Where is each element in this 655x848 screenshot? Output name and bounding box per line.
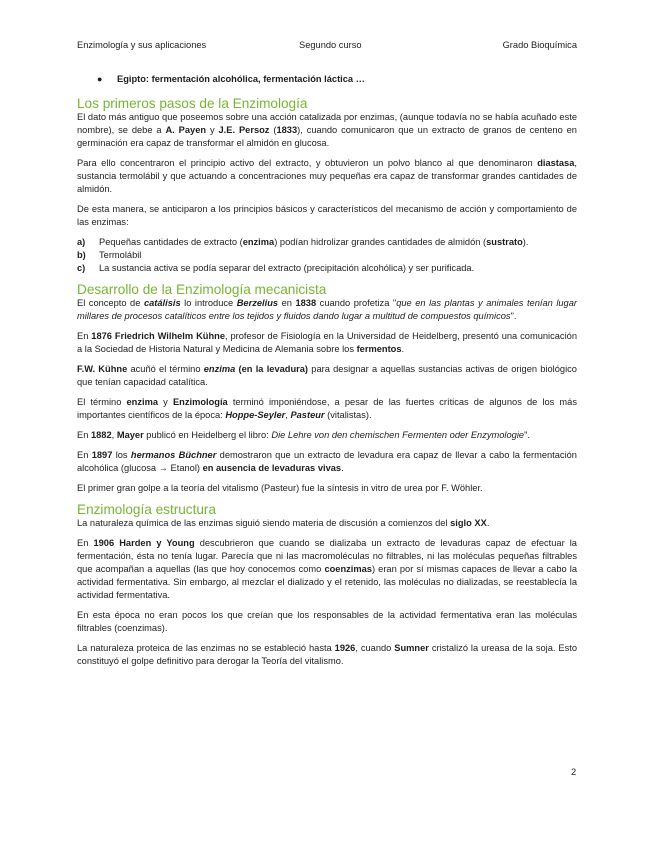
document-body [77, 73, 577, 675]
paragraph: Para ello concentraron el principio activo del extracto, y obtuvieron un polvo blanco al que denominaron diastasa, sustancia termolábil y que actuando a concentraciones muy pequeñas era capaz de transformar grandes cantidades de almidón. [77, 158, 577, 194]
header-degree: Grado Bioquímica [502, 40, 577, 50]
section-heading-primeros-pasos: Los primeros pasos de la Enzimología [77, 96, 308, 111]
page-header [77, 39, 577, 52]
list-item-text: La sustancia activa se podía separar del extracto (precipitación alcohólica) y ser purificada. [99, 263, 475, 273]
paragraph: La naturaleza proteica de las enzimas no se estableció hasta 1926, cuando Sumner cristalizó la ureasa de la soja. Esto constituyó el golpe definitivo para derogar la Teoría del vitalismo. [77, 643, 577, 666]
paragraph: En 1906 Harden y Young descubrieron que cuando se dializaba un extracto de levaduras capaz de efectuar la fermentación, ésta no tenía lugar. Parecía que ni las macromoléculas no filtrables, ni las moléculas pequeñas filtrables que acompañan a aquellas (las que hoy conocemos como coenzimas) eran por sí mismas capaces de llevar a cabo la actividad fermentativa. Sin embargo, al mezclar el dializado y el retenido, las moléculas no dializadas, se reestablecía la actividad fermentativa. [77, 538, 577, 600]
list-item [77, 236, 577, 249]
list-item-text: Pequeñas cantidades de extracto (enzima) podían hidrolizar grandes cantidades de almidón (sustrato). [99, 237, 529, 247]
list-item-label: c) [77, 263, 86, 273]
paragraph: En 1876 Friedrich Wilhelm Kühne, profesor de Fisiología en la Universidad de Heidelberg, presentó una comunicación a la Sociedad de Historia Natural y Medicina de Alemania sobre los fermentos. [77, 331, 577, 354]
list-item-label: a) [77, 237, 86, 247]
paragraph: En 1882, Mayer publicó en Heidelberg el libro: Die Lehre von den chemischen Fermenten oder Enzymologie". [77, 430, 530, 440]
paragraph: F.W. Kühne acuñó el término enzima (en la levadura) para designar a aquellas sustancias activas de origen biológico que tenían capacidad catalítica. [77, 364, 577, 387]
list-item-label: b) [77, 250, 86, 260]
bullet-text: Egipto: fermentación alcohólica, fermentación láctica … [117, 74, 365, 84]
paragraph: De esta manera, se anticiparon a los principios básicos y característicos del mecanismo de acción y comportamiento de las enzimas: [77, 204, 577, 227]
paragraph: El concepto de catálisis lo introduce Berzelius en 1838 cuando profetiza "que en las plantas y animales tenían lugar millares de procesos catalíticos entre los tejidos y fluidos dando lugar a multitud de compuestos químicos". [77, 298, 577, 321]
paragraph: En 1897 los hermanos Büchner demostraron que un extracto de levadura era capaz de llevar a cabo la fermentación alcohólica (glucosa → Etanol) en ausencia de levaduras vivas. [77, 450, 577, 473]
list-item [77, 249, 577, 262]
paragraph: El dato más antiguo que poseemos sobre una acción catalizada por enzimas, (aunque todavía no se había acuñado este nombre), se debe a A. Payen y J.E. Persoz (1833), cuando comunicaron que un extracto de granos de centeno en germinación era capaz de transformar el almidón en glucosa. [77, 112, 577, 148]
list-item [77, 262, 577, 275]
bullet-item [97, 73, 577, 86]
paragraph: La naturaleza química de las enzimas siguió siendo materia de discusión a comienzos del siglo XX. [77, 518, 490, 528]
section-heading-estructura: Enzimología estructura [77, 502, 217, 517]
paragraph: En esta época no eran pocos los que creían que los responsables de la actividad fermentativa eran las moléculas filtrables (coenzimas). [77, 610, 577, 633]
list-item-text: Termolábil [99, 250, 142, 260]
header-year: Segundo curso [299, 40, 362, 50]
page-number: 2 [571, 767, 577, 777]
bullet-icon: ● [97, 74, 103, 84]
ordered-list [77, 236, 577, 275]
header-course-title: Enzimología y sus aplicaciones [77, 40, 207, 50]
section-heading-mecanicista: Desarrollo de la Enzimología mecanicista [77, 282, 327, 297]
paragraph: El primer gran golpe a la teoría del vitalismo (Pasteur) fue la síntesis in vitro de urea por F. Wöhler. [77, 483, 483, 493]
paragraph: El término enzima y Enzimología terminó imponiéndose, a pesar de las fuertes críticas de algunos de los más importantes científicos de la época: Hoppe-Seyler, Pasteur (vitalistas). [77, 397, 577, 420]
